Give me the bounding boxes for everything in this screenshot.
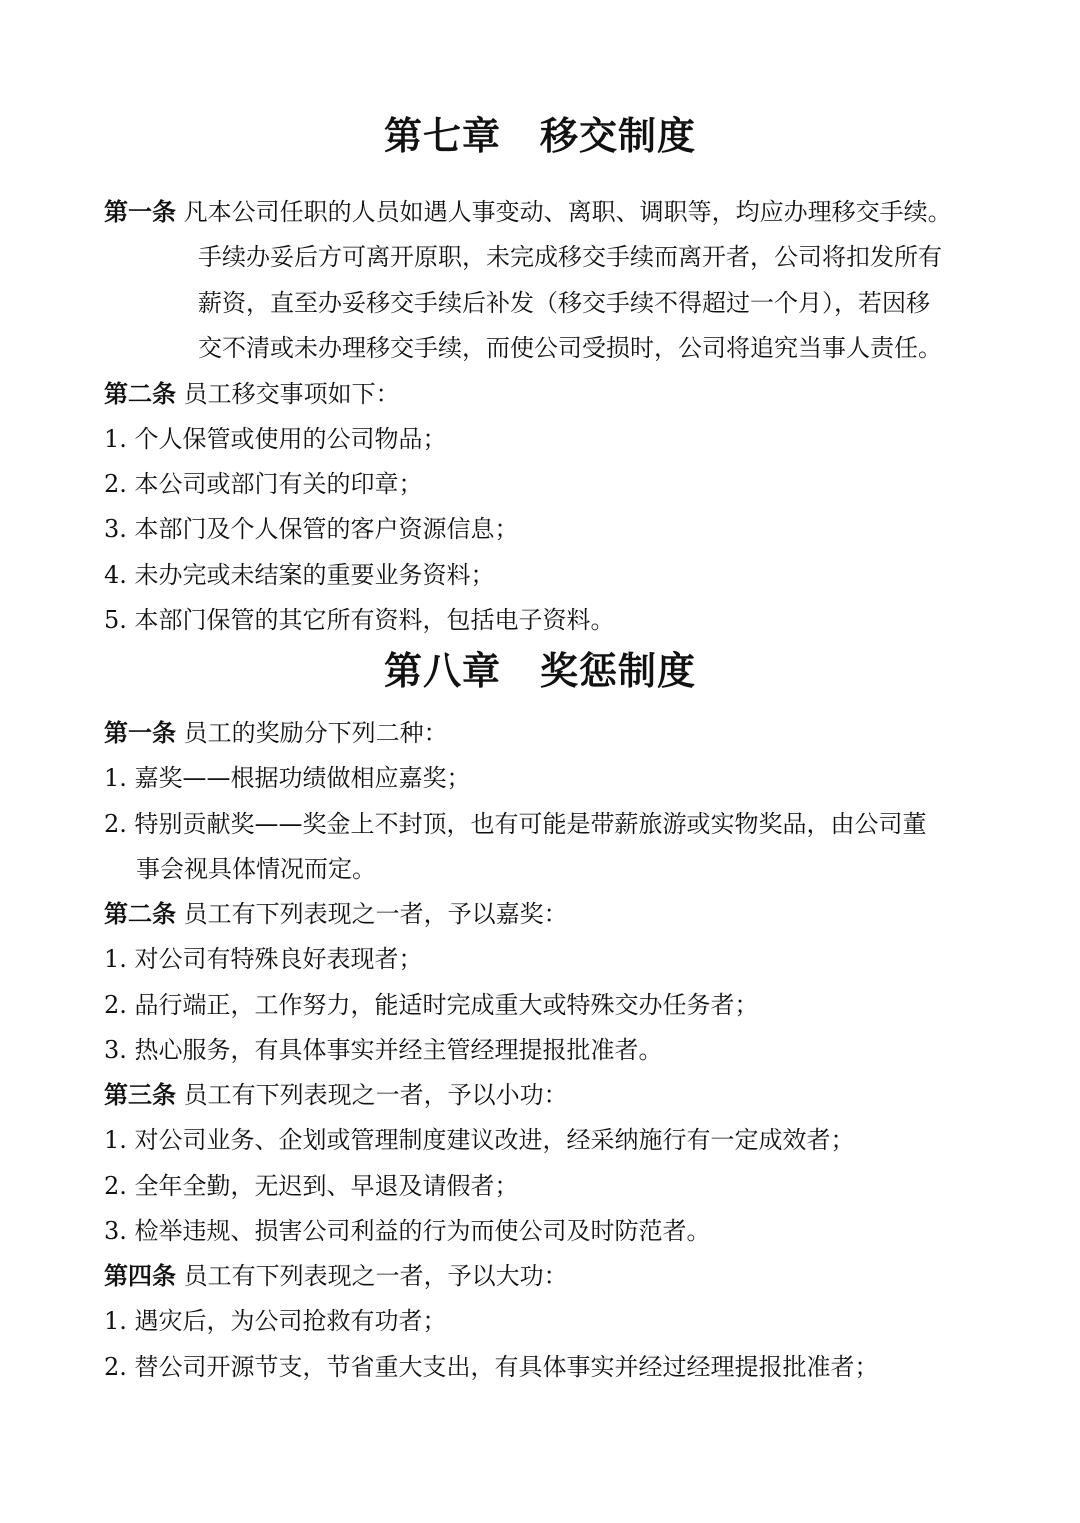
article-text: 员工的奖励分下列二种： xyxy=(183,719,448,747)
list-text: 特别贡献奖——奖金上不封顶，也有可能是带薪旅游或实物奖品，由公司董 xyxy=(134,810,927,838)
article-text: 员工有下列表现之一者，予以小功： xyxy=(183,1081,568,1109)
ch8-article-2 xyxy=(104,898,568,930)
list-item xyxy=(104,943,423,975)
list-item xyxy=(104,989,759,1021)
ch7-article-2 xyxy=(104,378,400,410)
list-item xyxy=(104,604,615,636)
article-label: 第二条 xyxy=(104,380,176,408)
list-number: 1. xyxy=(104,1307,127,1335)
article-text: 员工移交事项如下： xyxy=(183,380,400,408)
list-item xyxy=(104,1124,855,1156)
list-item xyxy=(104,762,471,794)
list-item xyxy=(104,1215,711,1247)
list-text: 全年全勤，无迟到、早退及请假者； xyxy=(134,1172,519,1200)
chapter-8-title: 第八章 奖惩制度 xyxy=(383,649,696,693)
list-number: 2. xyxy=(104,810,127,838)
article-label: 第一条 xyxy=(104,719,176,747)
list-number: 3. xyxy=(104,515,127,543)
list-text: 遇灾后，为公司抢救有功者； xyxy=(134,1307,447,1335)
list-item-continuation: 事会视具体情况而定。 xyxy=(136,855,376,883)
list-text: 本部门及个人保管的客户资源信息； xyxy=(134,515,519,543)
article-label: 第三条 xyxy=(104,1081,176,1109)
list-text: 品行端正，工作努力，能适时完成重大或特殊交办任务者； xyxy=(134,991,759,1019)
list-number: 5. xyxy=(104,606,127,634)
list-item xyxy=(104,1351,879,1383)
list-item xyxy=(104,1170,519,1202)
list-number: 1. xyxy=(104,1126,127,1154)
article-label: 第二条 xyxy=(104,900,176,928)
list-number: 2. xyxy=(104,1353,127,1381)
list-text: 热心服务，有具体事实并经主管经理提报批准者。 xyxy=(134,1036,663,1064)
list-number: 1. xyxy=(104,945,127,973)
article-label: 第一条 xyxy=(104,198,176,226)
chapter-7-title: 第七章 移交制度 xyxy=(383,114,696,158)
list-item xyxy=(104,423,447,455)
list-text: 检举违规、损害公司利益的行为而使公司及时防范者。 xyxy=(134,1217,711,1245)
list-number: 3. xyxy=(104,1036,127,1064)
list-text: 对公司有特殊良好表现者； xyxy=(134,945,423,973)
list-text: 个人保管或使用的公司物品； xyxy=(134,425,447,453)
list-item xyxy=(104,559,495,591)
list-number: 4. xyxy=(104,561,127,589)
article-label: 第四条 xyxy=(104,1262,176,1290)
list-text: 替公司开源节支，节省重大支出，有具体事实并经过经理提报批准者； xyxy=(134,1353,879,1381)
ch7-article-1-line-1 xyxy=(104,196,952,228)
list-text: 对公司业务、企划或管理制度建议改进，经采纳施行有一定成效者； xyxy=(134,1126,855,1154)
list-number: 2. xyxy=(104,1172,127,1200)
article-text: 员工有下列表现之一者，予以大功： xyxy=(183,1262,568,1290)
article-text: 凡本公司任职的人员如遇人事变动、离职、调职等，均应办理移交手续。 xyxy=(183,198,952,226)
list-item xyxy=(104,468,423,500)
list-text: 本公司或部门有关的印章； xyxy=(134,470,423,498)
ch8-article-4 xyxy=(104,1260,568,1292)
ch7-article-1-line-3: 薪资，直至办妥移交手续后补发（移交手续不得超过一个月），若因移 xyxy=(198,289,930,317)
list-item xyxy=(104,808,927,840)
ch7-article-1-line-2: 手续办妥后方可离开原职，未完成移交手续而离开者，公司将扣发所有 xyxy=(198,243,942,271)
ch8-article-3 xyxy=(104,1079,568,1111)
list-number: 3. xyxy=(104,1217,127,1245)
list-item xyxy=(104,513,519,545)
list-number: 2. xyxy=(104,470,127,498)
list-item xyxy=(104,1034,663,1066)
list-number: 2. xyxy=(104,991,127,1019)
list-number: 1. xyxy=(104,425,127,453)
ch7-article-1-line-4: 交不清或未办理移交手续，而使公司受损时，公司将追究当事人责任。 xyxy=(198,334,942,362)
list-item xyxy=(104,1305,447,1337)
ch8-article-1 xyxy=(104,717,448,749)
list-text: 嘉奖——根据功绩做相应嘉奖； xyxy=(134,764,471,792)
list-text: 本部门保管的其它所有资料，包括电子资料。 xyxy=(134,606,615,634)
list-number: 1. xyxy=(104,764,127,792)
article-text: 员工有下列表现之一者，予以嘉奖： xyxy=(183,900,568,928)
list-text: 未办完或未结案的重要业务资料； xyxy=(134,561,495,589)
